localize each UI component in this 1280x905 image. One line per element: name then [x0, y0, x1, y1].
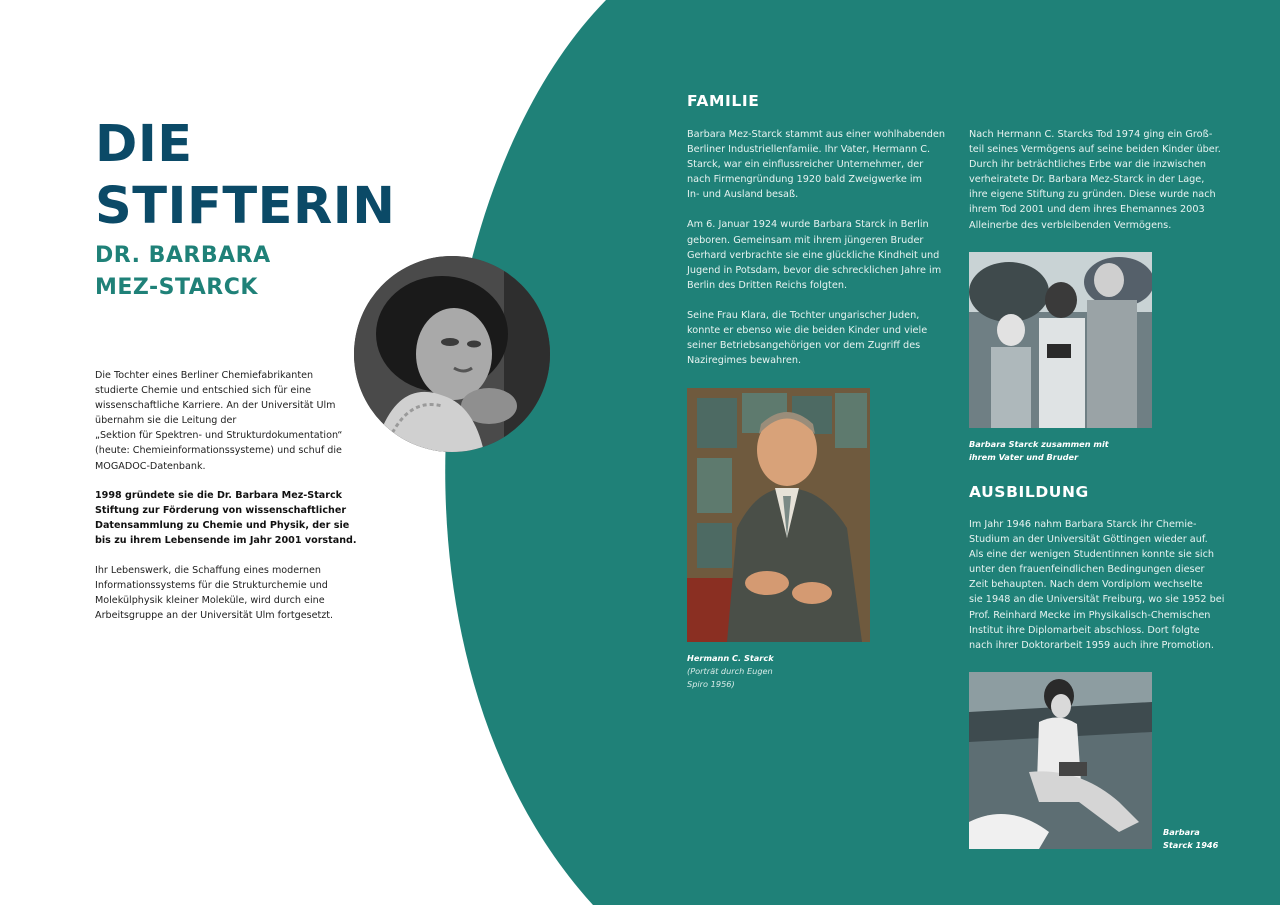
title-line: DIE — [95, 115, 193, 174]
text-line: Stiftung zur Förderung von wissenschaftlicher — [95, 505, 347, 517]
subtitle — [95, 240, 271, 304]
text-line: Seine Frau Klara, die Tochter ungarischer Juden, — [687, 309, 920, 321]
text-line: verheiratete Dr. Barbara Mez-Starck in der Lage, — [969, 174, 1205, 186]
text-line: Zeit behaupten. Nach dem Vordiplom wechselte — [969, 579, 1203, 591]
text-line: Als eine der wenigen Studentinnen konnte sie sich — [969, 549, 1215, 561]
text-line: ihrem Tod 2001 und dem ihres Ehemannes 2003 — [969, 204, 1205, 216]
hermann-portrait-caption — [687, 652, 774, 691]
intro-paragraph — [95, 368, 355, 474]
text-line: Arbeitsgruppe an der Universität Ulm fortgesetzt. — [95, 610, 334, 622]
text-line: Berlin des Dritten Reichs folgten. — [687, 279, 848, 291]
text-line: Informationssystems für die Strukturchemie und — [95, 580, 328, 592]
text-line: sie 1948 an die Universität Freiburg, wo sie 1952 bei — [969, 594, 1225, 606]
title-line: STIFTERIN — [95, 177, 396, 236]
text-line: konnte er ebenso wie die beiden Kinder und viele — [687, 325, 928, 337]
text-line: bis zu ihrem Lebensende im Jahr 2001 vorstand. — [95, 535, 357, 547]
caption-line: Hermann C. Starck — [687, 653, 774, 663]
text-line: Barbara Mez-Starck stammt aus einer wohlhabenden — [687, 129, 946, 140]
foundation-paragraph — [95, 488, 355, 548]
subtitle-line: DR. BARBARA — [95, 243, 271, 268]
barbara-1946-caption — [1163, 826, 1218, 852]
caption-line: Spiro 1956) — [687, 679, 735, 689]
text-line: unter den frauenfeindlichen Bedingungen dieser — [969, 564, 1205, 576]
ausbildung-text — [969, 517, 1224, 653]
text-line: Jugend in Potsdam, bevor die schrecklichen Jahre im — [687, 264, 942, 276]
text-line: seiner Betriebsangehörigen vor dem Zugriff des — [687, 340, 921, 352]
legacy-paragraph — [95, 563, 355, 623]
text-line: 1998 gründete sie die Dr. Barbara Mez-Starck — [95, 490, 343, 501]
familie-text-column-1 — [687, 127, 945, 368]
text-line: übernahm sie die Leitung der — [95, 415, 237, 427]
text-line: Molekülphysik kleiner Moleküle, wird durch eine — [95, 595, 325, 607]
text-line: wissenschaftliche Karriere. An der Universität Ulm — [95, 400, 336, 412]
text-line: nach Firmengründung 1920 bald Zweigwerke im — [687, 174, 922, 186]
text-line: Durch ihr beträchtliches Erbe war die inzwischen — [969, 159, 1207, 171]
hermann-portrait-painting — [687, 388, 870, 642]
text-line: MOGADOC-Datenbank. — [95, 460, 206, 472]
family-photo — [969, 252, 1152, 428]
text-line: geboren. Gemeinsam mit ihrem jüngeren Bruder — [687, 234, 924, 246]
text-line: Am 6. Januar 1924 wurde Barbara Starck in Berlin — [687, 219, 929, 231]
text-line: In- und Ausland besaß. — [687, 189, 799, 201]
caption-line: Barbara Starck zusammen mit — [969, 439, 1109, 449]
caption-line: Barbara — [1163, 827, 1200, 837]
text-line: Prof. Reinhard Mecke im Physikalisch-Chemischen — [969, 609, 1211, 621]
text-line: Nach Hermann C. Starcks Tod 1974 ging ein Groß- — [969, 129, 1213, 140]
text-line: (heute: Chemieinformationssysteme) und schuf die — [95, 445, 342, 457]
text-line: ihre eigene Stiftung zu gründen. Diese wurde nach — [969, 189, 1216, 201]
text-line: Naziregimes bewahren. — [687, 355, 802, 367]
page-title — [95, 114, 395, 238]
caption-line: (Porträt durch Eugen — [687, 666, 773, 676]
ausbildung-heading: AUSBILDUNG — [969, 483, 1089, 501]
family-photo-caption — [969, 438, 1109, 464]
text-line: Im Jahr 1946 nahm Barbara Starck ihr Chemie- — [969, 519, 1197, 530]
familie-text-column-2 — [969, 127, 1221, 233]
text-line: Gerhard verbrachte sie eine glückliche Kindheit und — [687, 249, 940, 261]
text-line: „Sektion für Spektren- und Strukturdokumentation“ — [95, 430, 343, 442]
barbara-1946-photo — [969, 672, 1152, 849]
text-line: Die Tochter eines Berliner Chemiefabrikanten — [95, 370, 314, 381]
text-line: Ihr Lebenswerk, die Schaffung eines modernen — [95, 565, 321, 576]
portrait-photo — [354, 256, 550, 452]
text-line: nach ihrer Doktorarbeit 1959 auch ihre Promotion. — [969, 639, 1214, 651]
text-line: Datensammlung zu Chemie und Physik, der sie — [95, 520, 350, 532]
familie-heading: FAMILIE — [687, 92, 760, 110]
text-line: Berliner Industriellenfamiie. Ihr Vater, Hermann C. — [687, 144, 931, 156]
text-line: Institut ihre Diplomarbeit abschloss. Dort folgte — [969, 624, 1200, 636]
caption-line: Starck 1946 — [1163, 840, 1219, 850]
text-line: Studium an der Universität Göttingen wieder auf. — [969, 534, 1208, 546]
text-line: Starck, war ein einflussreicher Unternehmer, der — [687, 159, 924, 171]
text-line: studierte Chemie und entschied sich für eine — [95, 385, 311, 397]
text-line: teil seines Vermögens auf seine beiden Kinder über. — [969, 144, 1221, 156]
caption-line: ihrem Vater und Bruder — [969, 452, 1079, 462]
text-line: Alleinerbe des verbleibenden Vermögens. — [969, 219, 1172, 231]
subtitle-line: MEZ-STARCK — [95, 275, 258, 300]
